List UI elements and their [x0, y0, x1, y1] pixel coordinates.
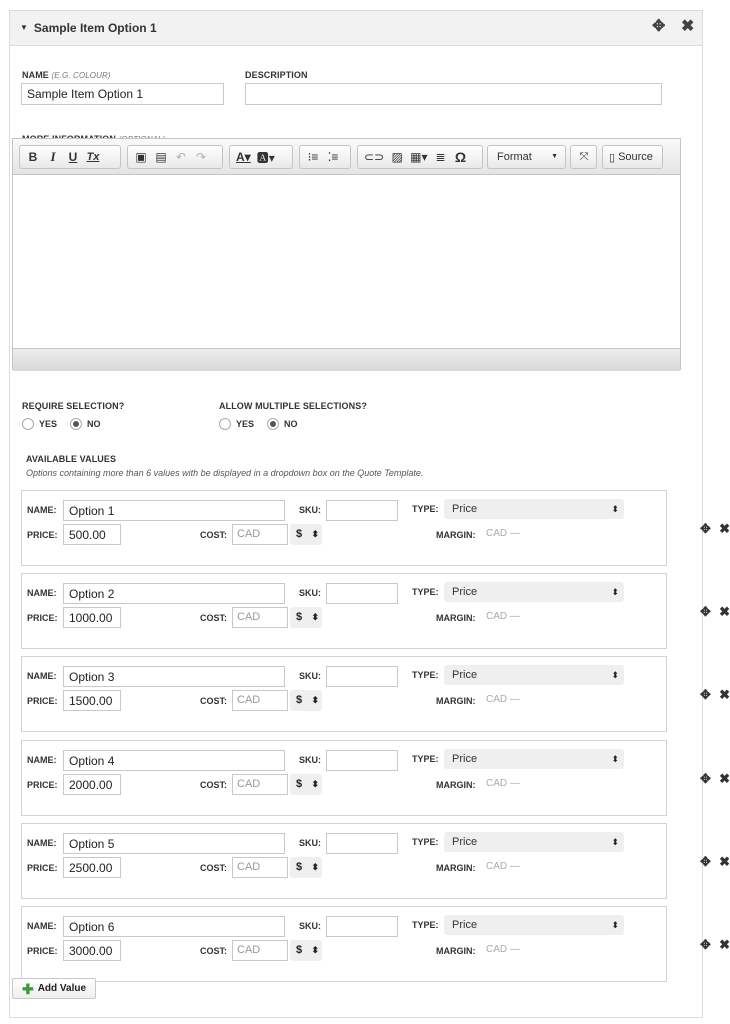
value-sku-label: SKU: [299, 921, 321, 931]
value-row [21, 490, 730, 566]
editor-footer [13, 348, 680, 371]
value-name-label: NAME: [27, 505, 57, 515]
move-icon[interactable]: ✥ [700, 937, 711, 952]
text-color-icon[interactable]: A▾ [236, 150, 251, 164]
value-cost-input[interactable]: CAD [232, 940, 288, 961]
value-type-select[interactable] [444, 582, 624, 602]
value-margin-label: MARGIN: [436, 530, 476, 540]
allow-multiple-label: ALLOW MULTIPLE SELECTIONS? [219, 401, 367, 411]
value-type-select[interactable] [444, 499, 624, 519]
currency-select[interactable] [290, 524, 322, 545]
maximize-group [570, 145, 597, 169]
paste-text-icon[interactable]: ▣ [135, 150, 147, 164]
radio-circle-selected [70, 418, 82, 430]
delete-icon[interactable]: ✖ [719, 521, 730, 536]
value-price-input[interactable] [63, 524, 121, 545]
value-type-label: TYPE: [412, 837, 439, 847]
select-arrows-icon: ⬍ [611, 504, 619, 514]
value-type-selected: Price [452, 669, 478, 681]
move-icon[interactable]: ✥ [652, 18, 666, 35]
value-margin-text: CAD — [486, 861, 520, 872]
value-margin-text: CAD — [486, 944, 520, 955]
value-name-label: NAME: [27, 838, 57, 848]
name-input[interactable] [21, 83, 224, 105]
value-name-input[interactable] [63, 833, 285, 854]
value-sku-label: SKU: [299, 838, 321, 848]
name-label: NAME (E.G. COLOUR) [22, 70, 111, 80]
value-type-label: TYPE: [412, 754, 439, 764]
value-type-label: TYPE: [412, 670, 439, 680]
value-sku-label: SKU: [299, 671, 321, 681]
insert-group [357, 145, 483, 169]
value-type-selected: Price [452, 586, 478, 598]
close-icon[interactable]: ✖ [681, 18, 695, 35]
currency-selected: $ [296, 528, 303, 540]
select-arrows-icon: ⬍ [311, 529, 319, 539]
move-icon[interactable]: ✥ [700, 687, 711, 702]
format-dropdown[interactable] [487, 145, 566, 169]
row-actions [700, 687, 730, 703]
value-sku-label: SKU: [299, 588, 321, 598]
bold-button[interactable]: B [28, 150, 38, 164]
select-arrows-icon: ⬍ [611, 837, 619, 847]
value-price-label: PRICE: [27, 530, 58, 540]
value-row [21, 656, 730, 732]
value-sku-input[interactable] [326, 833, 398, 854]
bg-color-icon[interactable]: 🅰▾ [256, 150, 275, 165]
value-price-label: PRICE: [27, 696, 58, 706]
value-sku-label: SKU: [299, 505, 321, 515]
value-type-select[interactable] [444, 749, 624, 769]
value-type-selected: Price [452, 919, 478, 931]
list-group [299, 145, 351, 169]
radio-label: NO [284, 419, 298, 429]
value-sku-input[interactable] [326, 500, 398, 521]
value-type-select[interactable] [444, 915, 624, 935]
multiple-yes-radio[interactable] [219, 418, 254, 430]
add-value-label: Add Value [37, 983, 87, 994]
available-values-note: Options containing more than 6 values with be displayed in a dropdown box on the Quote Template. [26, 468, 424, 478]
delete-icon[interactable]: ✖ [719, 771, 730, 786]
value-sku-input[interactable] [326, 583, 398, 604]
multiple-no-radio[interactable] [267, 418, 298, 430]
value-cost-label: COST: [200, 863, 227, 873]
value-name-label: NAME: [27, 921, 57, 931]
radio-label: NO [87, 419, 101, 429]
panel-header [10, 11, 702, 46]
row-actions [700, 521, 730, 537]
available-values-label: AVAILABLE VALUES [26, 454, 117, 464]
value-name-input[interactable] [63, 750, 285, 771]
value-price-input[interactable] [63, 690, 121, 711]
delete-icon[interactable]: ✖ [719, 854, 730, 869]
value-name-label: NAME: [27, 755, 57, 765]
select-arrows-icon: ⬍ [611, 670, 619, 680]
select-arrows-icon: ⬍ [311, 695, 319, 705]
description-label: DESCRIPTION [245, 70, 308, 80]
rich-text-editor [12, 138, 681, 370]
value-margin-label: MARGIN: [436, 863, 476, 873]
horizontal-rule-icon[interactable]: ≣ [435, 150, 446, 164]
currency-select[interactable] [290, 690, 322, 711]
radio-circle [219, 418, 231, 430]
caret-down-icon[interactable]: ▼ [20, 23, 28, 32]
value-sku-input[interactable] [326, 666, 398, 687]
value-type-select[interactable] [444, 832, 624, 852]
link-icon[interactable]: ⊂⊃ [364, 150, 385, 164]
radio-label: YES [236, 419, 255, 429]
row-actions [700, 604, 730, 620]
currency-selected: $ [296, 944, 303, 956]
select-arrows-icon: ⬍ [611, 587, 619, 597]
value-type-label: TYPE: [412, 504, 439, 514]
value-cost-input[interactable]: CAD [232, 774, 288, 795]
basic-style-group [19, 145, 121, 169]
value-type-label: TYPE: [412, 587, 439, 597]
require-no-radio[interactable] [70, 418, 101, 430]
value-price-label: PRICE: [27, 863, 58, 873]
bulleted-list-icon[interactable]: ⁚≡ [327, 150, 339, 164]
image-icon[interactable]: ▨ [391, 150, 403, 164]
value-sku-input[interactable] [326, 750, 398, 771]
special-char-icon[interactable]: Ω [454, 149, 467, 165]
underline-button[interactable]: U [68, 150, 78, 164]
value-name-input[interactable] [63, 583, 285, 604]
value-name-label: NAME: [27, 671, 57, 681]
move-icon[interactable]: ✥ [700, 604, 711, 619]
source-label: Source [618, 151, 653, 163]
value-margin-text: CAD — [486, 778, 520, 789]
panel-title[interactable] [20, 21, 157, 35]
delete-icon[interactable]: ✖ [719, 604, 730, 619]
value-row [21, 823, 730, 899]
delete-icon[interactable]: ✖ [719, 687, 730, 702]
radio-circle-selected [267, 418, 279, 430]
require-yes-radio[interactable] [22, 418, 57, 430]
table-icon[interactable]: ▦▾ [410, 150, 428, 164]
value-cost-input[interactable]: CAD [232, 607, 288, 628]
value-price-label: PRICE: [27, 946, 58, 956]
currency-selected: $ [296, 778, 303, 790]
value-type-select[interactable] [444, 665, 624, 685]
description-input[interactable] [245, 83, 662, 105]
paste-word-icon[interactable]: ▤ [155, 150, 167, 164]
value-cost-label: COST: [200, 780, 227, 790]
select-arrows-icon: ⬍ [311, 862, 319, 872]
move-icon[interactable]: ✥ [700, 521, 711, 536]
value-cost-input[interactable]: CAD [232, 524, 288, 545]
value-price-input[interactable] [63, 857, 121, 878]
value-cost-label: COST: [200, 613, 227, 623]
color-group [229, 145, 293, 169]
move-icon[interactable]: ✥ [700, 771, 711, 786]
row-actions [700, 854, 730, 870]
source-button[interactable] [606, 148, 656, 166]
value-margin-text: CAD — [486, 528, 520, 539]
delete-icon[interactable]: ✖ [719, 937, 730, 952]
currency-selected: $ [296, 861, 303, 873]
value-price-label: PRICE: [27, 613, 58, 623]
radio-circle [22, 418, 34, 430]
value-price-input[interactable] [63, 607, 121, 628]
select-arrows-icon: ⬍ [311, 945, 319, 955]
value-margin-label: MARGIN: [436, 780, 476, 790]
value-type-selected: Price [452, 836, 478, 848]
editor-toolbar [13, 139, 680, 175]
row-actions [700, 937, 730, 953]
source-group [602, 145, 663, 169]
value-name-label: NAME: [27, 588, 57, 598]
value-price-label: PRICE: [27, 780, 58, 790]
italic-button[interactable]: I [50, 149, 56, 164]
value-cost-label: COST: [200, 530, 227, 540]
value-type-label: TYPE: [412, 920, 439, 930]
move-icon[interactable]: ✥ [700, 854, 711, 869]
value-cost-input[interactable]: CAD [232, 690, 288, 711]
add-value-button[interactable] [12, 978, 96, 999]
plus-icon: ✚ [21, 980, 34, 997]
undo-icon[interactable]: ↶ [175, 150, 187, 164]
select-arrows-icon: ⬍ [611, 920, 619, 930]
numbered-list-icon[interactable]: ⁝≡ [307, 150, 319, 164]
select-arrows-icon: ⬍ [311, 779, 319, 789]
currency-select[interactable] [290, 774, 322, 795]
format-dropdown-label: Format [497, 151, 532, 163]
value-margin-label: MARGIN: [436, 696, 476, 706]
value-cost-label: COST: [200, 696, 227, 706]
select-arrows-icon: ⬍ [611, 754, 619, 764]
value-cost-label: COST: [200, 946, 227, 956]
clipboard-group [127, 145, 223, 169]
value-margin-label: MARGIN: [436, 613, 476, 623]
value-price-input[interactable] [63, 940, 121, 961]
value-name-input[interactable] [63, 916, 285, 937]
source-icon: ▯ [609, 151, 616, 164]
value-type-selected: Price [452, 753, 478, 765]
currency-select[interactable] [290, 607, 322, 628]
value-margin-text: CAD — [486, 694, 520, 705]
row-actions [700, 771, 730, 787]
value-name-input[interactable] [63, 666, 285, 687]
value-cost-input[interactable]: CAD [232, 857, 288, 878]
remove-format-button[interactable]: Tx [86, 151, 100, 163]
select-arrows-icon: ⬍ [311, 612, 319, 622]
value-margin-label: MARGIN: [436, 946, 476, 956]
value-price-input[interactable] [63, 774, 121, 795]
currency-select[interactable] [290, 857, 322, 878]
currency-selected: $ [296, 694, 303, 706]
currency-select[interactable] [290, 940, 322, 961]
require-selection-label: REQUIRE SELECTION? [22, 401, 125, 411]
radio-label: YES [39, 419, 58, 429]
value-row [21, 906, 730, 982]
value-type-selected: Price [452, 503, 478, 515]
value-sku-input[interactable] [326, 916, 398, 937]
panel-title-text: Sample Item Option 1 [33, 21, 157, 35]
editor-content-area[interactable] [13, 175, 680, 348]
redo-icon[interactable]: ↷ [195, 150, 207, 164]
value-sku-label: SKU: [299, 755, 321, 765]
value-row [21, 740, 730, 816]
value-row [21, 573, 730, 649]
chevron-down-icon: ▼ [551, 153, 558, 160]
currency-selected: $ [296, 611, 303, 623]
value-name-input[interactable] [63, 500, 285, 521]
value-margin-text: CAD — [486, 611, 520, 622]
maximize-icon[interactable]: ⤧ [579, 150, 589, 163]
